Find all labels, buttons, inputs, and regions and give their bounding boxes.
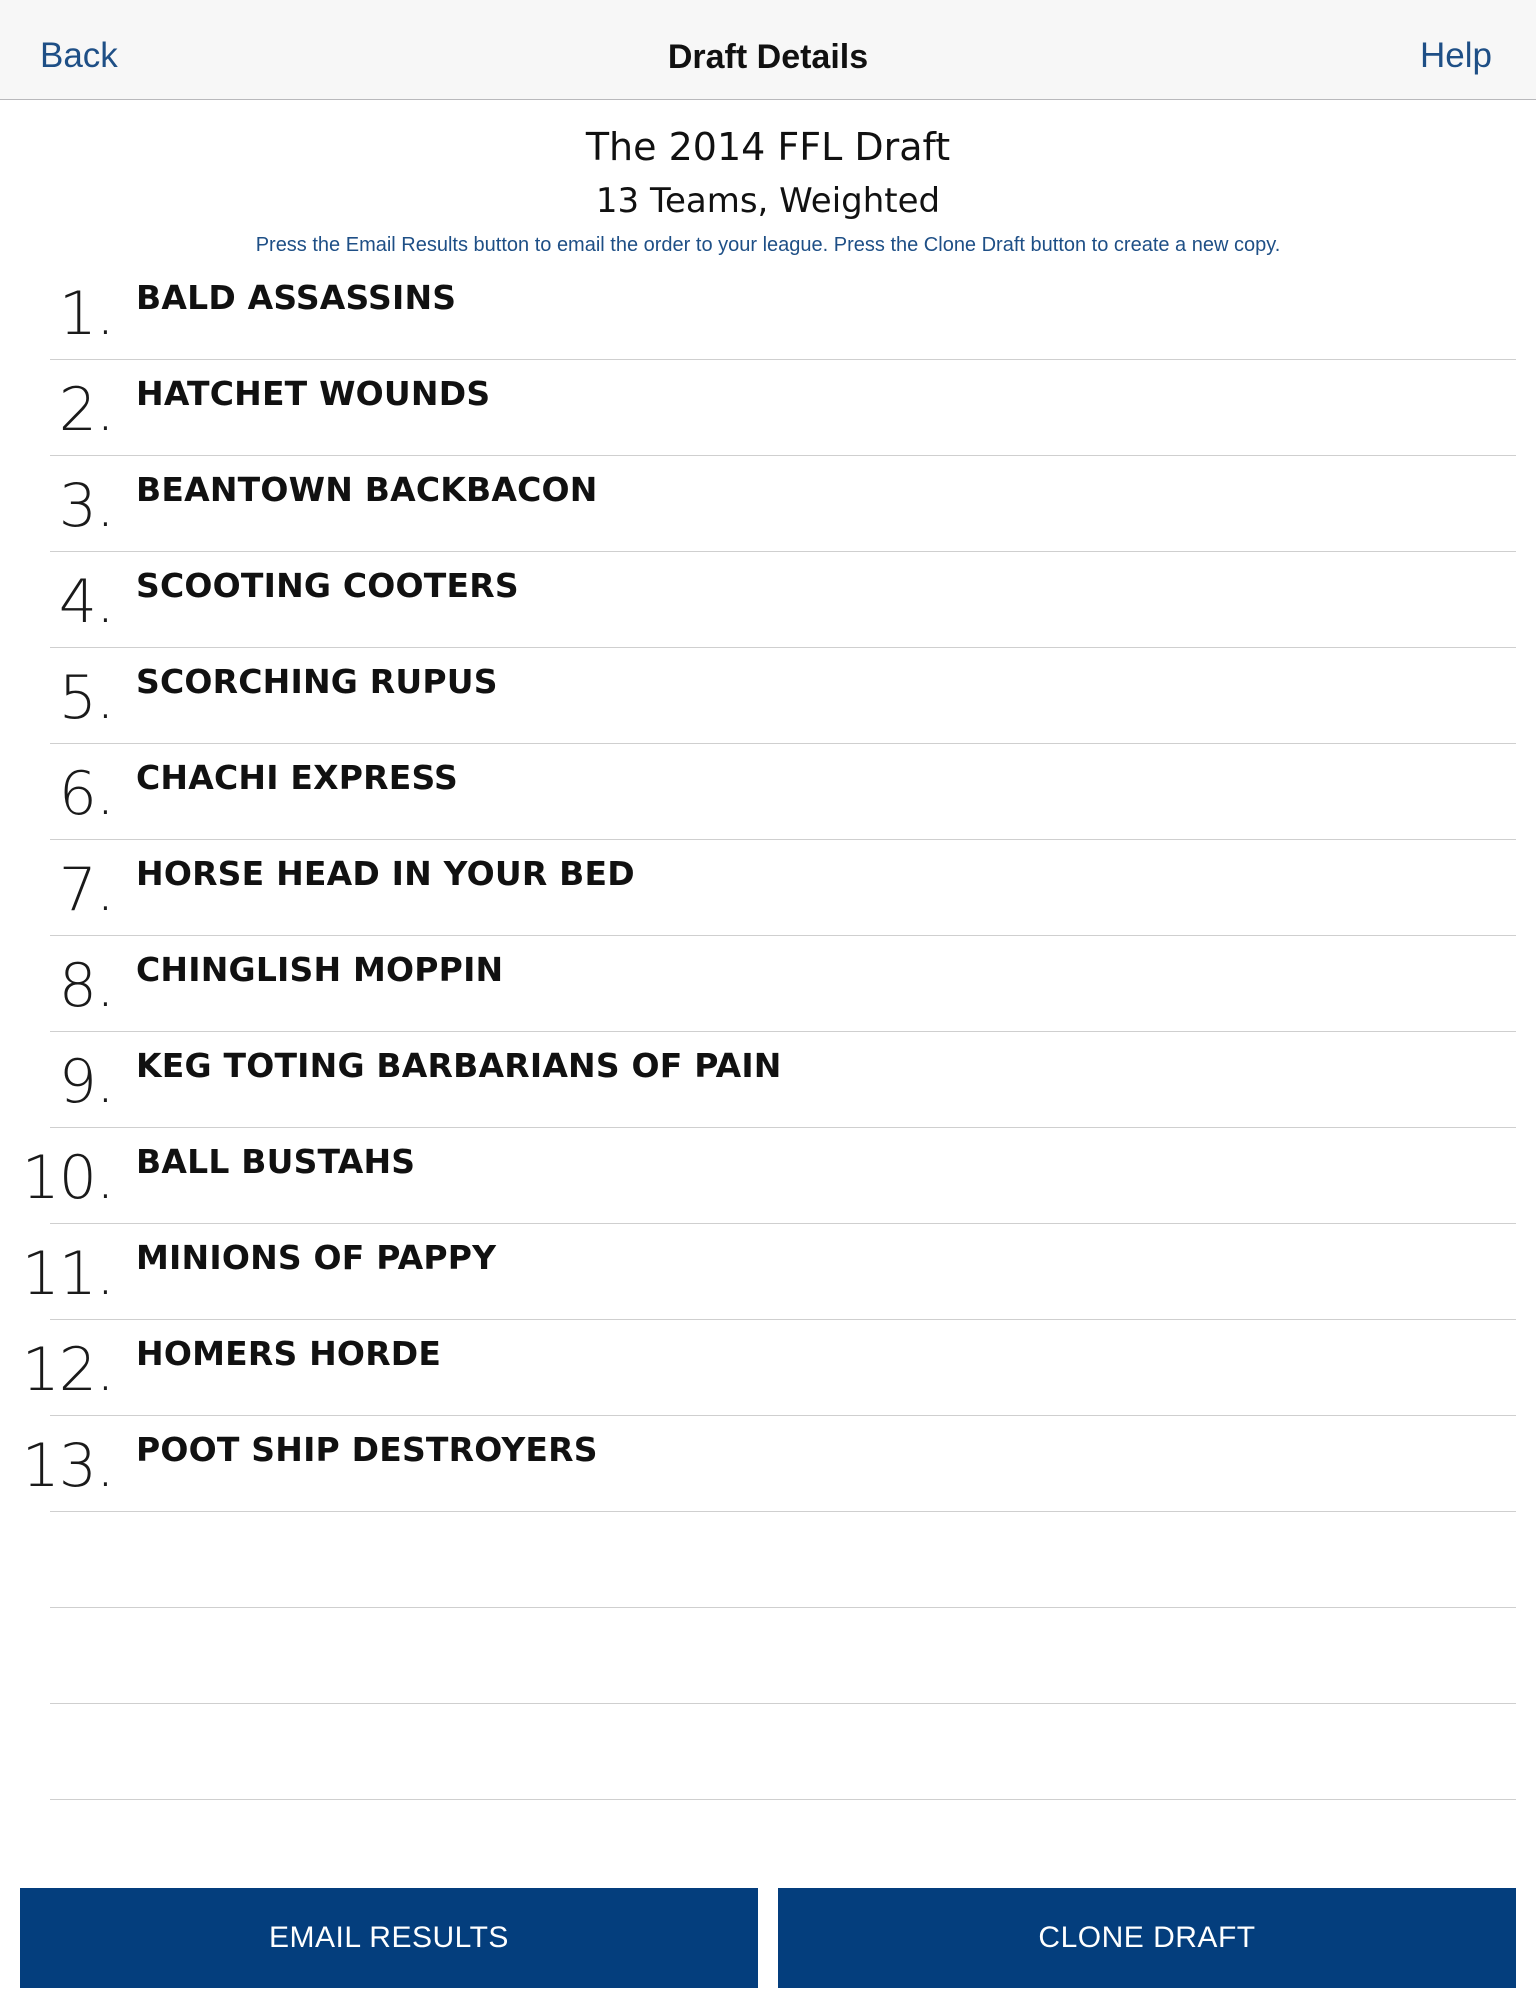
list-item: [0, 648, 1536, 744]
list-item: [0, 1320, 1536, 1416]
team-name: HORSE HEAD IN YOUR BED: [136, 854, 635, 893]
rank-number: 12.: [21, 1335, 114, 1405]
help-button[interactable]: Help: [1420, 36, 1492, 75]
rank-number: 4.: [58, 567, 114, 637]
team-name: SCORCHING RUPUS: [136, 662, 498, 701]
rank-number: 6.: [58, 759, 114, 829]
list-item: [0, 1224, 1536, 1320]
team-name: SCOOTING COOTERS: [136, 566, 519, 605]
empty-row: [0, 1512, 1536, 1608]
list-item: [0, 744, 1536, 840]
action-bar: [20, 1888, 1516, 1988]
page-title: Draft Details: [667, 38, 869, 76]
team-name: HOMERS HORDE: [136, 1334, 442, 1373]
list-item: [0, 1032, 1536, 1128]
list-item: [0, 936, 1536, 1032]
team-name: BALD ASSASSINS: [136, 278, 457, 317]
clone-draft-button[interactable]: CLONE DRAFT: [778, 1888, 1516, 1988]
rank-number: 5.: [58, 663, 114, 733]
navigation-bar: [0, 0, 1536, 100]
list-item: [0, 1128, 1536, 1224]
team-name: BEANTOWN BACKBACON: [136, 470, 598, 509]
rank-number: 11.: [21, 1239, 114, 1309]
empty-row: [0, 1704, 1536, 1800]
instructions-text: Press the Email Results button to email the order to your league. Press the Clone Draft button to create a new copy.: [255, 234, 1281, 256]
list-item: [0, 264, 1536, 360]
team-name: POOT SHIP DESTROYERS: [136, 1430, 598, 1469]
rank-number: 10.: [21, 1143, 114, 1213]
draft-subtitle: 13 Teams, Weighted: [595, 181, 941, 221]
team-name: HATCHET WOUNDS: [136, 374, 491, 413]
draft-header: [0, 100, 1536, 258]
team-name: KEG TOTING BARBARIANS OF PAIN: [136, 1046, 782, 1085]
rank-number: 13.: [21, 1431, 114, 1501]
list-item: [0, 552, 1536, 648]
rank-number: 2.: [58, 375, 114, 445]
draft-title: The 2014 FFL Draft: [585, 125, 951, 169]
list-item: [0, 1416, 1536, 1512]
empty-row: [0, 1608, 1536, 1704]
team-name: CHACHI EXPRESS: [136, 758, 458, 797]
email-results-button[interactable]: EMAIL RESULTS: [20, 1888, 758, 1988]
rank-number: 1.: [58, 279, 114, 349]
rank-number: 9.: [58, 1047, 114, 1117]
list-item: [0, 456, 1536, 552]
team-name: BALL BUSTAHS: [136, 1142, 416, 1181]
draft-order-list: [0, 264, 1536, 1800]
team-name: MINIONS OF PAPPY: [136, 1238, 497, 1277]
team-name: CHINGLISH MOPPIN: [136, 950, 504, 989]
rank-number: 7.: [58, 855, 114, 925]
list-item: [0, 360, 1536, 456]
list-item: [0, 840, 1536, 936]
rank-number: 3.: [58, 471, 114, 541]
back-button[interactable]: Back: [40, 36, 118, 75]
rank-number: 8.: [58, 951, 114, 1021]
